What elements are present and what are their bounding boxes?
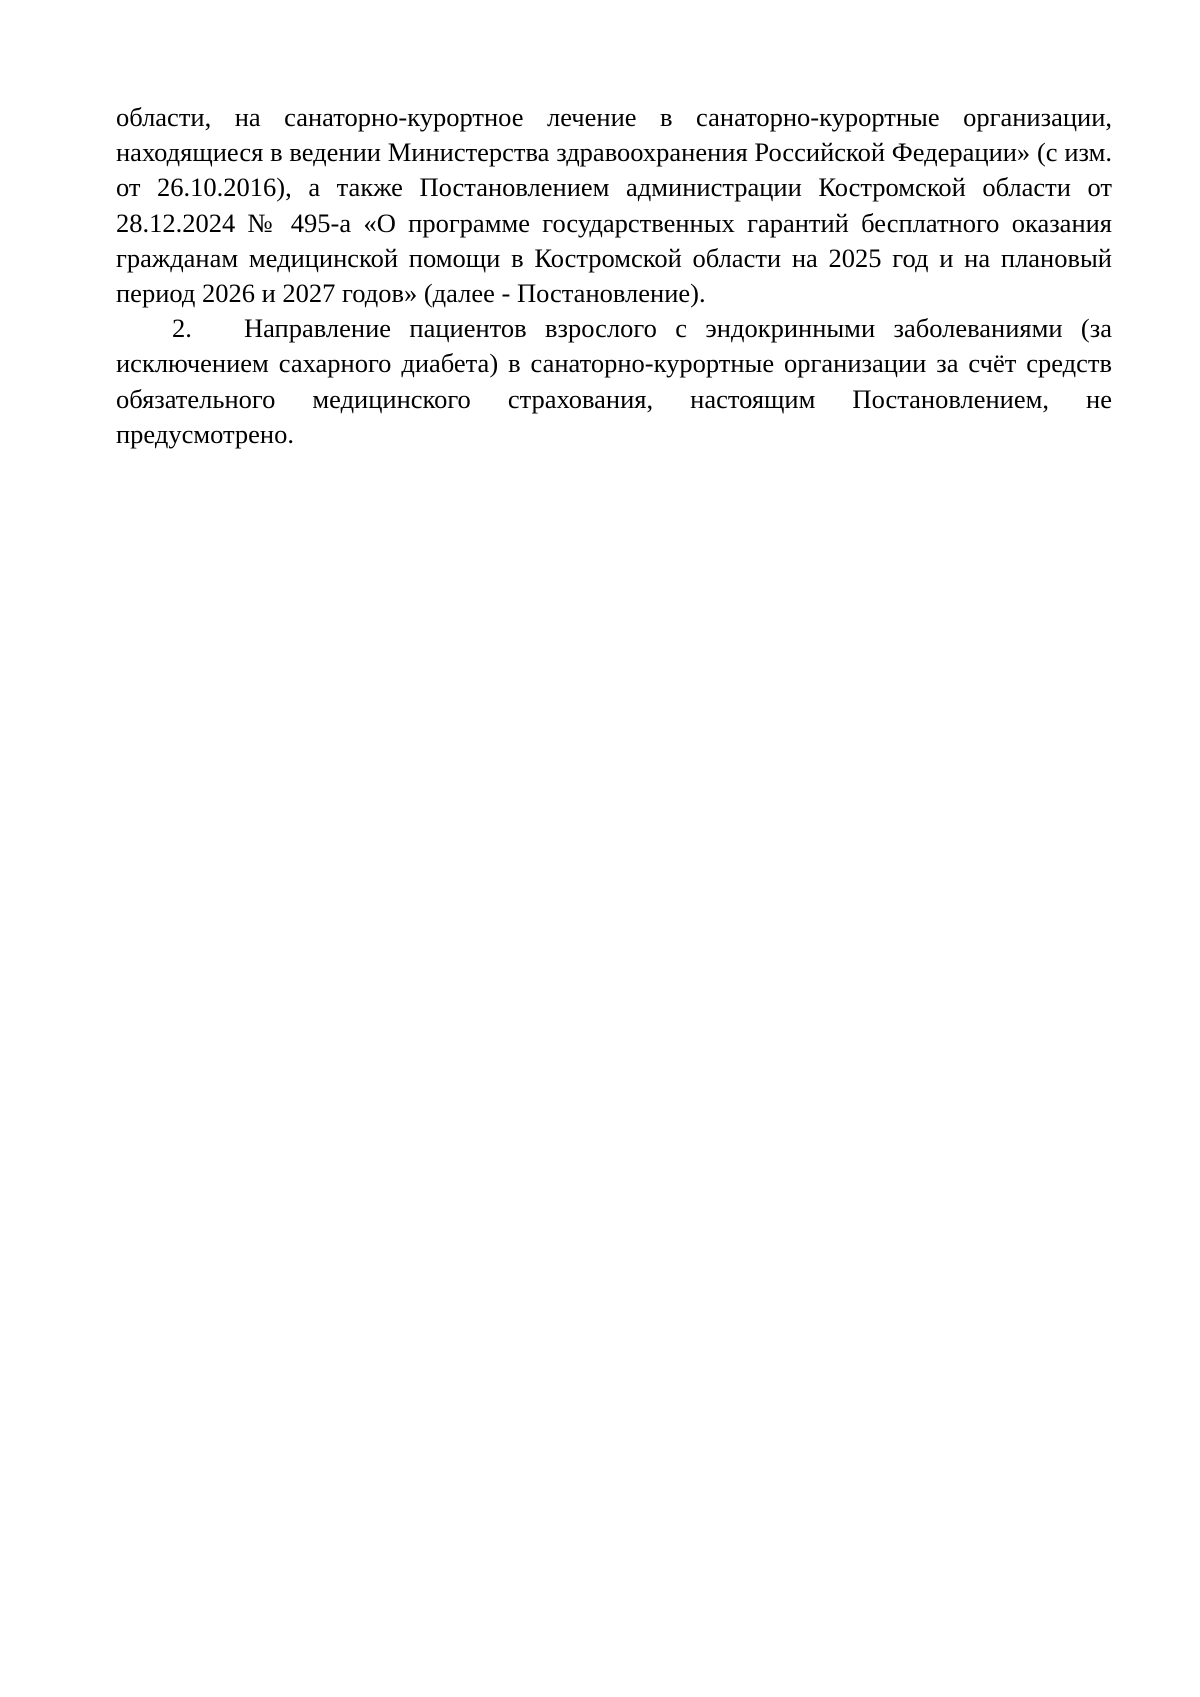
item-number: 2. [172,313,192,344]
item-text: Направление пациентов взрослого с эндокринными заболеваниями (за исключением сахарного диабета) в санаторно-курортные организации за счёт средств обязательного медицинского страхования, настоящим Постановлением, не предусмотрено. [116,313,1112,449]
numbered-item-2 [116,311,1112,452]
paragraph-continued: области, на санаторно-курортное лечение в санаторно-курортные организации, находящиеся в ведении Министерства здравоохранения Российской Федерации» (с изм. от 26.10.2016), а также Постановлением администрации Костромской области от 28.12.2024 № 495-а «О программе государственных гарантий бесплатного оказания гражданам медицинской помощи в Костромской области на 2025 год и на плановый период 2026 и 2027 годов» (далее - Постановление). [116,102,1112,309]
document-page [116,100,1112,452]
